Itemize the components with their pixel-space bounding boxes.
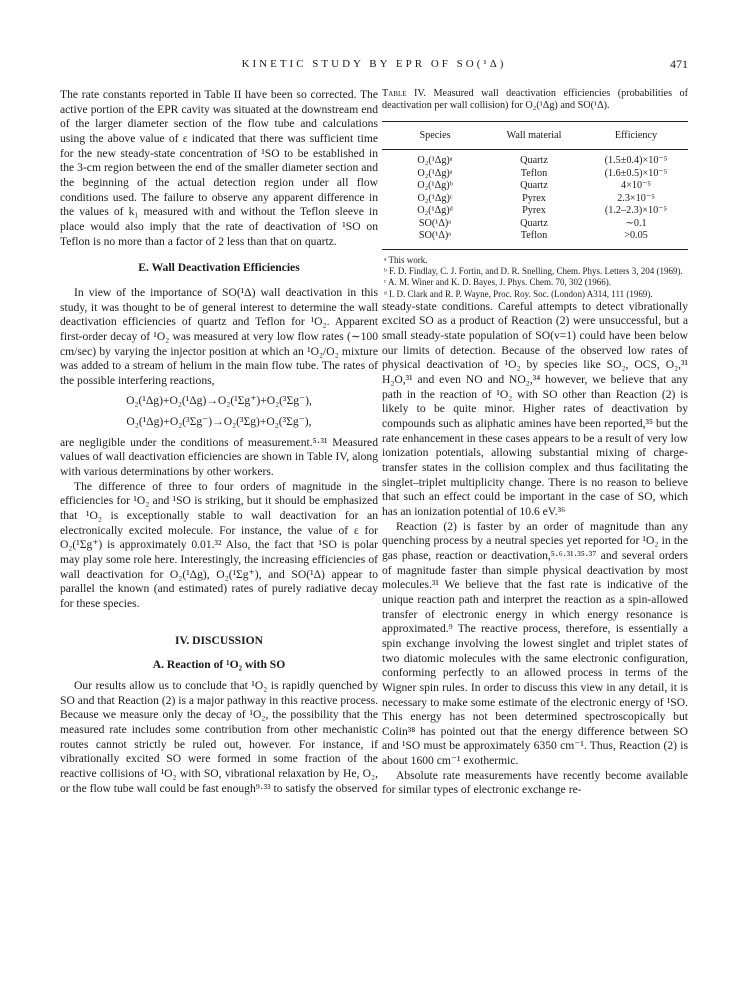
table-row (382, 193, 688, 206)
table-cell-species: O₂(¹Δg)ᵃ (417, 155, 453, 167)
table-cell-species: SO(¹Δ)ᵃ (418, 230, 452, 242)
equation-1: O₂(¹Δg)+O₂(¹Δg)→O₂(¹Σg⁺)+O₂(³Σg⁻), (126, 394, 312, 408)
table-label: Table IV. (382, 88, 426, 99)
table-caption-text: Measured wall deactivation efficiencies (probabilities of deactivation per wall collision) for O₂(¹Δg) and SO(¹Δ). (382, 88, 689, 112)
table-cell-species: O₂(¹Δg)ᵈ (417, 205, 453, 217)
table-cell-material: Quartz (520, 217, 548, 229)
table-header-efficiency: Efficiency (584, 121, 688, 150)
table-cell-species: O₂(¹Δg)ᵇ (417, 180, 453, 192)
table-cell-efficiency: ∼0.1 (625, 217, 647, 229)
table-cell-material: Teflon (520, 230, 548, 242)
table-cell-species: SO(¹Δ)ᵃ (418, 217, 452, 229)
table-cell-efficiency: (1.6±0.5)×10⁻⁵ (604, 167, 668, 179)
table-cell-material: Teflon (520, 167, 548, 179)
paragraph-negligible: are negligible under the conditions of measurement.⁵·³¹ Measured values of wall deactivation efficiencies are shown in Table IV, along with various determinations by other workers. (60, 435, 378, 479)
left-column (60, 88, 378, 796)
table-cell-efficiency: 4×10⁻⁵ (621, 180, 651, 192)
table-row (382, 168, 688, 181)
table-cell-material: Quartz (520, 155, 548, 167)
table-footnote-a: ᵃ This work. (384, 254, 428, 265)
paragraph-results: Our results allow us to conclude that ¹O₂ is rapidly quenched by SO and that Reaction (2) is a major pathway in this reactive process. Because we measure only the decay of ¹O₂, the possibility that the measured rate includes some contribution from other mechanistic routes cannot strictly be ruled out, however. For instance, if vibrationally excited SO were formed in some fraction of the reactive collisions of ¹O₂ with SO, vibrational relaxation by He, O₂, or the flow tube wall could be fast enough⁹·³³ to satisfy the observed (60, 678, 378, 795)
table-footnote-c: ᶜ A. M. Winer and K. D. Bayes, J. Phys. Chem. 70, 302 (1966). (384, 277, 612, 288)
table-row (382, 218, 688, 231)
equation-2: O₂(¹Δg)+O₂(³Σg⁻)→O₂(³Σg)+O₂(³Σg⁻), (126, 415, 312, 429)
table-cell-material: Quartz (520, 180, 548, 192)
paragraph-reaction-faster: Reaction (2) is faster by an order of magnitude than any quenching process by a neutral species yet reported for ¹O₂ in the gas phase, reaction or deactivation,⁵·⁶·³¹·³⁵·³⁷ and several orders of magnitude faster than simple physical deactivation by most molecules.³¹ We believe that the fast rate is indicative of the unique reaction path and interpret the reaction as a spin-allowed transfer of electronic energy in which energy resonance is approximated.⁹ The reactive process, therefore, is essentially a spin exchange involving the lowest singlet and triplet states of two diatomic molecules with the same electronic configuration, conforming perfectly to an allowed process in terms of the Wigner spin rules. In order to discuss this view in any detail, it is necessary to make some estimate of the electronic energy of ¹SO. This energy has not been determined spectroscopically but Colin³⁸ has pointed out that the energy difference between SO and ¹SO must be approximately 6350 cm⁻¹. Thus, Reaction (2) is about 1600 cm⁻¹ exothermic. (382, 519, 688, 768)
table-caption (382, 88, 688, 113)
subsection-heading-reaction: A. Reaction of ¹O₂ with SO (152, 658, 286, 672)
table-row (382, 230, 688, 248)
table-footnote-d: ᵈ I. D. Clark and R. P. Wayne, Proc. Roy. Soc. (London) A314, 111 (1969). (384, 288, 653, 299)
table-footnote-b: ᵇ F. D. Findlay, C. J. Fortin, and D. R. Snelling, Chem. Phys. Letters 3, 204 (1969). (384, 266, 683, 277)
table-header-species: Species (382, 121, 484, 150)
table-header-wall-material: Wall material (484, 121, 584, 150)
table-footnotes (382, 255, 688, 300)
table-cell-efficiency: (1.5±0.4)×10⁻⁵ (604, 155, 668, 167)
table-cell-efficiency: 2.3×10⁻⁵ (617, 192, 655, 204)
table-cell-efficiency: (1.2–2.3)×10⁻⁵ (604, 205, 668, 217)
paragraph-steady-state: steady-state conditions. Careful attempts to detect vibrationally excited SO as a product of Reaction (2) were unsuccessful, but a small steady-state population of SO(v=1) could have been below our limits of detection. Because of the observed low rates of physical deactivation of ¹O₂ by species like SO₂, OCS, O₂,³¹ H₂O,³¹ and even NO and NO₂,³⁴ however, we believe that any path in the reaction of ¹O₂ with SO other than Reaction (2) is likely to be quite minor. Higher rates of deactivation by compounds such as aliphatic amines have been reported,³⁵ but the rate enhancement in these cases appears to be a result of very low ionization potentials, allowing substantial mixing of charge-transfer states in the collision complex and thus facilitating the singlet–triplet multiplicity change. There is no reason to believe that such an effect could be important in the case of SO, which has an ionization potential of 10.6 eV.³⁶ (382, 299, 688, 518)
table-row (382, 180, 688, 193)
section-heading-wall-deactivation: E. Wall Deactivation Efficiencies (138, 261, 300, 275)
table-row (382, 205, 688, 218)
running-header (60, 58, 688, 74)
table-cell-species: O₂(¹Δg)ᶜ (417, 192, 453, 204)
table-cell-efficiency: >0.05 (624, 230, 648, 242)
table-cell-material: Pyrex (522, 192, 546, 204)
table-cell-species: O₂(¹Δg)ᵃ (417, 167, 453, 179)
table-row (382, 150, 688, 168)
section-heading-discussion: IV. DISCUSSION (174, 633, 264, 647)
page-number: 471 (670, 57, 688, 71)
wall-efficiency-table (382, 121, 688, 250)
paragraph-wall-correction: The rate constants reported in Table II have been so corrected. The active portion of the EPR cavity was situated at the downstream end of the larger diameter section of the flow tube and calculations using the above value of ε indicated that there was sufficient time for the new steady-state concentration of ¹SO to be established in the 3-cm region between the end of the smaller diameter section and the beginning of the actual detection region under all flow conditions used. The failure to observe any apparent difference in the values of k₁ measured with and without the Teflon sleeve in place would also imply that the rate of deactivation of ¹SO on Teflon is no more than a factor of 2 less than that on quartz. (60, 88, 378, 248)
running-title: KINETIC STUDY BY EPR OF SO(¹Δ) (241, 58, 507, 70)
table-bottom-rule (382, 248, 688, 250)
paragraph-absolute-rate: Absolute rate measurements have recently become available for similar types of electronic exchange re- (382, 768, 688, 797)
paragraph-wall-intro: In view of the importance of SO(¹Δ) wall deactivation in this study, it was thought to be of general interest to determine the wall deactivation efficiencies of quartz and Teflon for ¹O₂. Apparent first-order decay of ¹O₂ was measured at very low flow rates (∼100 cm/sec) by varying the injector position at which an ¹O₂/O₂ mixture was added to a stream of helium in the main flow tube. The rates of the possible interfering reactions, (60, 285, 378, 387)
paragraph-difference: The difference of three to four orders of magnitude in the efficiencies for ¹O₂ and ¹SO is striking, but it should be emphasized that ¹O₂ is exceptionally stable to wall deactivation for an electronically excited molecule. For instance, the value of ε for O₂(¹Σg⁺) is approximately 0.01.³² Also, the fact that ¹SO is polar may play some role here. Interestingly, the increasing efficiencies of wall deactivation for O₂(¹Δg), O₂(¹Σg⁺), and SO(¹Δ) appear to parallel the known (and estimated) rates of purely radiative decay for these species. (60, 479, 378, 610)
right-column (382, 88, 688, 798)
table-cell-material: Pyrex (522, 205, 546, 217)
